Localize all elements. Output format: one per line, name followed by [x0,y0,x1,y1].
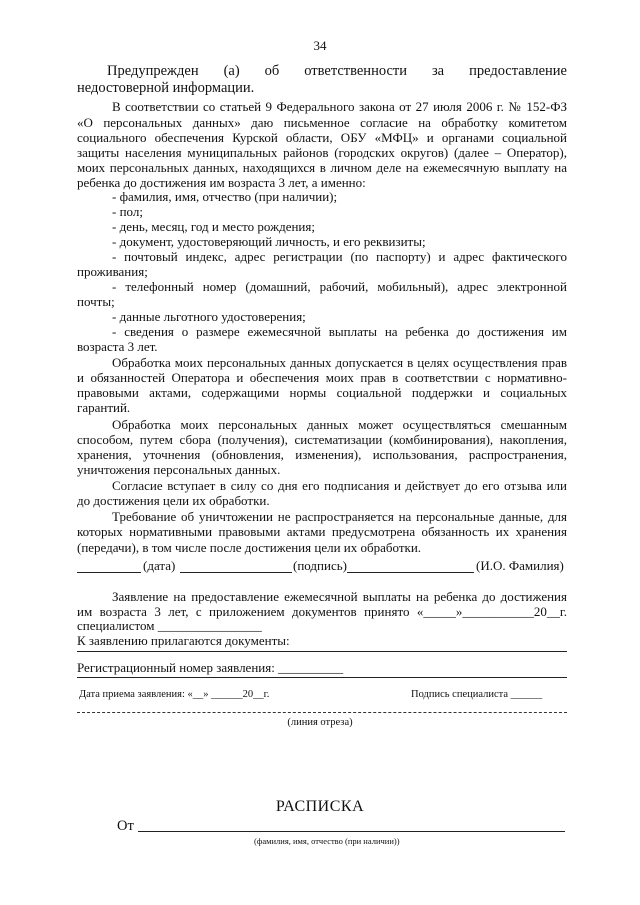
from-label: От [117,818,134,834]
list-item: - телефонный номер (домашний, рабочий, мобильный), адрес электронной [112,279,567,294]
validity-line: Согласие вступает в силу со дня его подписания и действует до его отзыва или [112,478,567,493]
destruction-line: (передачи), в том числе после достижения цели их обработки. [77,540,422,555]
processing-line: способом, путем сбора (получения), систематизации (комбинирования), накопления, [77,432,567,447]
receipt-title: РАСПИСКА [275,798,365,815]
list-item: - сведения о размере ежемесячной выплаты на ребенка до достижения им [112,324,567,339]
from-caption: (фамилия, имя, отчество (при наличии)) [254,836,400,846]
attached-docs-label: К заявлению прилагаются документы: [77,633,290,648]
list-item: - почтовый индекс, адрес регистрации (по паспорту) и адрес фактического [112,249,567,264]
receipt-date-label: Дата приема заявления: «__» ______20__г. [79,689,270,700]
application-line: специалистом ________________ [77,618,262,633]
date-label: (дата) [143,558,176,573]
warning-word: ответственности [304,63,407,79]
cut-line [77,712,567,713]
processing-line: уничтожения персональных данных. [77,462,281,477]
sign-blank[interactable] [180,572,292,573]
processing-line: Обработка моих персональных данных допускается в целях осуществления прав [112,355,567,370]
name-blank[interactable] [347,572,474,573]
list-item: - данные льготного удостоверения; [112,309,306,324]
warning-line-2: недостоверной информации. [77,80,255,96]
list-item-continued: возраста 3 лет. [77,339,158,354]
date-blank[interactable] [77,572,141,573]
consent-line: моих персональных данных, находящихся в личном деле на ежемесячную выплату на [77,160,567,175]
processing-line: хранения, уточнения (обновления, изменения), использования, распространения, [77,447,567,462]
warning-word: за [431,63,445,79]
warning-line-1 [107,63,567,79]
sign-label: (подпись) [293,558,347,573]
list-item: - документ, удостоверяющий личность, и его реквизиты; [112,234,426,249]
warning-word: (а) [223,63,240,79]
processing-line: гарантий. [77,400,131,415]
consent-line: «О персональных данных» даю письменное согласие на обработку комитетом [77,115,567,130]
signature-row [77,558,567,576]
registration-divider [77,677,567,678]
attached-docs-blank[interactable] [77,651,567,652]
list-item: - пол; [112,204,143,219]
application-line: им возраста 3 лет, с приложением документов принято «_____»___________20__г. [77,604,567,619]
consent-line: В соответствии со статьей 9 Федерального закона от 27 июля 2006 г. № 152-ФЗ [112,99,567,114]
processing-line: Обработка моих персональных данных может осуществляться смешанным [112,417,567,432]
consent-line: защиты населения муниципальных районов (городских округов) (далее – Оператор), [77,145,567,160]
application-line: Заявление на предоставление ежемесячной выплаты на ребенка до достижения [112,589,567,604]
list-item-continued: почты; [77,294,115,309]
registration-number-label: Регистрационный номер заявления: __________ [77,660,344,675]
warning-word: об [264,63,280,79]
consent-line: социального обеспечения Курской области, ОБУ «МФЦ» и органами социальной [77,130,567,145]
cut-line-label: (линия отреза) [287,717,353,728]
warning-word: предоставление [469,63,567,79]
processing-line: и обязанностей Оператора и обеспечения моих прав в соответствии с нормативно- [77,370,567,385]
processing-line: правовыми актами, содержащими нормы социальной поддержки и социальных [77,385,567,400]
list-item: - фамилия, имя, отчество (при наличии); [112,189,338,204]
consent-line: ребенка до достижения им возраста 3 лет, а именно: [77,175,366,190]
list-item: - день, месяц, год и место рождения; [112,219,315,234]
validity-line: до достижения цели их обработки. [77,493,270,508]
warning-word: Предупрежден [107,63,199,79]
name-label: (И.О. Фамилия) [476,558,564,573]
destruction-line: Требование об уничтожении не распространяется на персональные данные, для [112,509,567,524]
list-item-continued: проживания; [77,264,148,279]
specialist-sign-label: Подпись специалиста ______ [411,689,543,700]
from-name-blank[interactable] [138,831,565,832]
page-number: 34 [313,38,327,53]
destruction-line: которых нормативными правовыми актами предусмотрена обязанность их хранения [77,524,567,539]
